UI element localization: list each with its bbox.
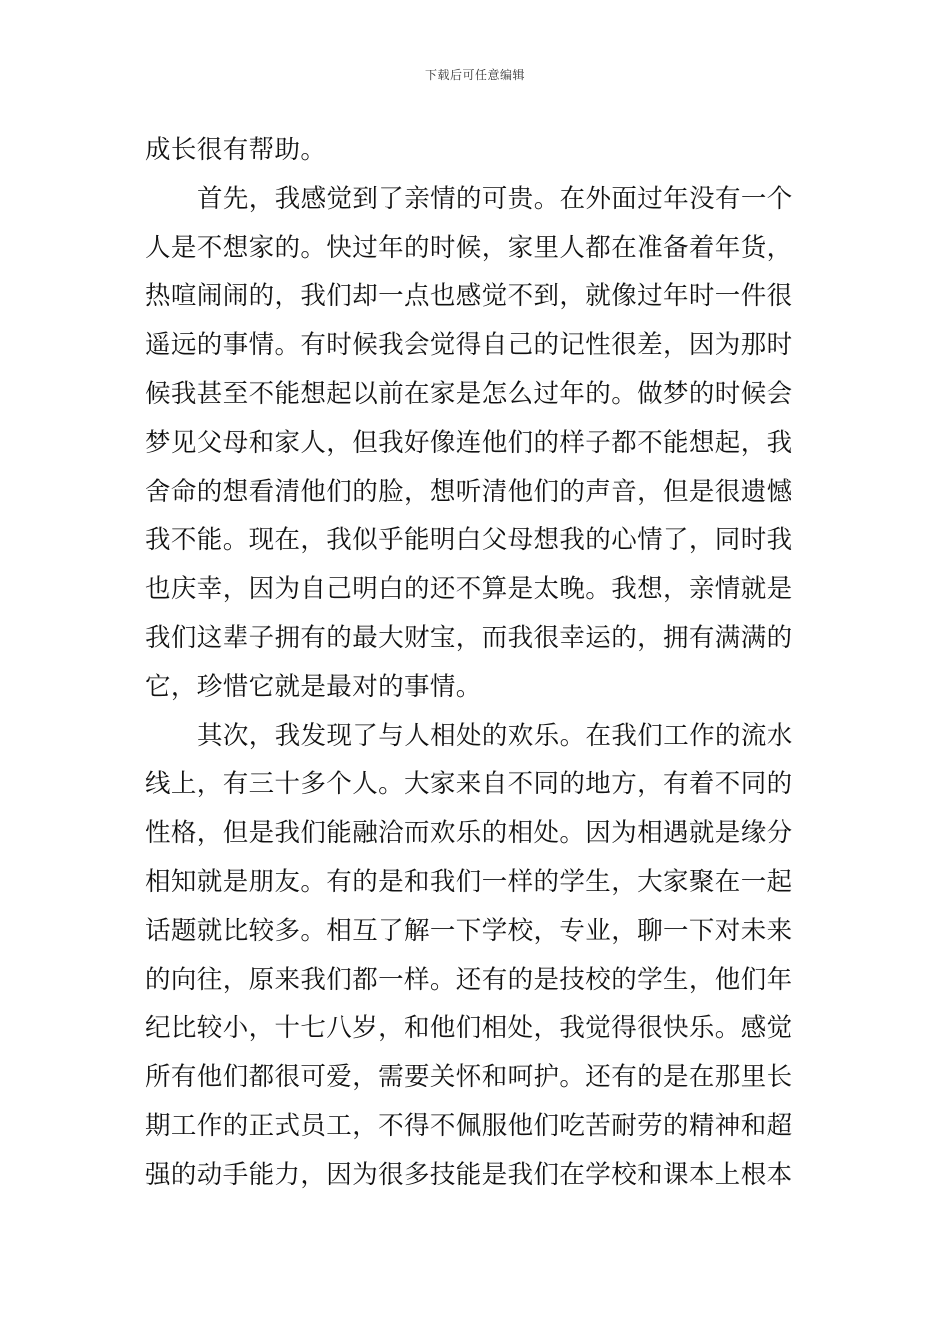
text-line: 相知就是朋友。有的是和我们一样的学生，大家聚在一起 (145, 866, 793, 897)
text-line: 热喧闹闹的，我们却一点也感觉不到，就像过年时一件很 (145, 281, 793, 312)
text-line: 期工作的正式员工，不得不佩服他们吃苦耐劳的精神和超 (145, 1110, 793, 1141)
text-line: 强的动手能力，因为很多技能是我们在学校和课本上根本 (145, 1159, 793, 1190)
paragraph-first-line: 其次，我发现了与人相处的欢乐。在我们工作的流水 (197, 720, 793, 751)
text-line: 遥远的事情。有时候我会觉得自己的记性很差，因为那时 (145, 330, 793, 361)
text-line: 我们这辈子拥有的最大财宝，而我很幸运的，拥有满满的 (145, 622, 793, 653)
text-line: 成长很有帮助。 (145, 135, 327, 165)
text-line: 我不能。现在，我似乎能明白父母想我的心情了，同时我 (145, 525, 793, 556)
text-line: 纪比较小，十七八岁，和他们相处，我觉得很快乐。感觉 (145, 1013, 793, 1044)
text-line: 性格，但是我们能融洽而欢乐的相处。因为相遇就是缘分 (145, 818, 793, 849)
text-line: 线上，有三十多个人。大家来自不同的地方，有着不同的 (145, 769, 793, 800)
text-line: 话题就比较多。相互了解一下学校，专业，聊一下对未来 (145, 915, 793, 946)
document-body (145, 126, 807, 1200)
paragraph-first-line: 首先，我感觉到了亲情的可贵。在外面过年没有一个 (197, 183, 793, 214)
text-line: 的向往，原来我们都一样。还有的是技校的学生，他们年 (145, 964, 793, 995)
text-line: 候我甚至不能想起以前在家是怎么过年的。做梦的时候会 (145, 378, 793, 409)
text-line: 梦见父母和家人，但我好像连他们的样子都不能想起，我 (145, 427, 793, 458)
text-line: 人是不想家的。快过年的时候，家里人都在准备着年货， (145, 232, 793, 263)
text-line: 所有他们都很可爱，需要关怀和呵护。还有的是在那里长 (145, 1062, 793, 1093)
text-line: 舍命的想看清他们的脸，想听清他们的声音，但是很遗憾 (145, 476, 793, 507)
page-header: 下载后可任意编辑 (424, 68, 525, 82)
text-line: 也庆幸，因为自己明白的还不算是太晚。我想，亲情就是 (145, 574, 793, 605)
text-line: 它，珍惜它就是最对的事情。 (145, 671, 482, 702)
